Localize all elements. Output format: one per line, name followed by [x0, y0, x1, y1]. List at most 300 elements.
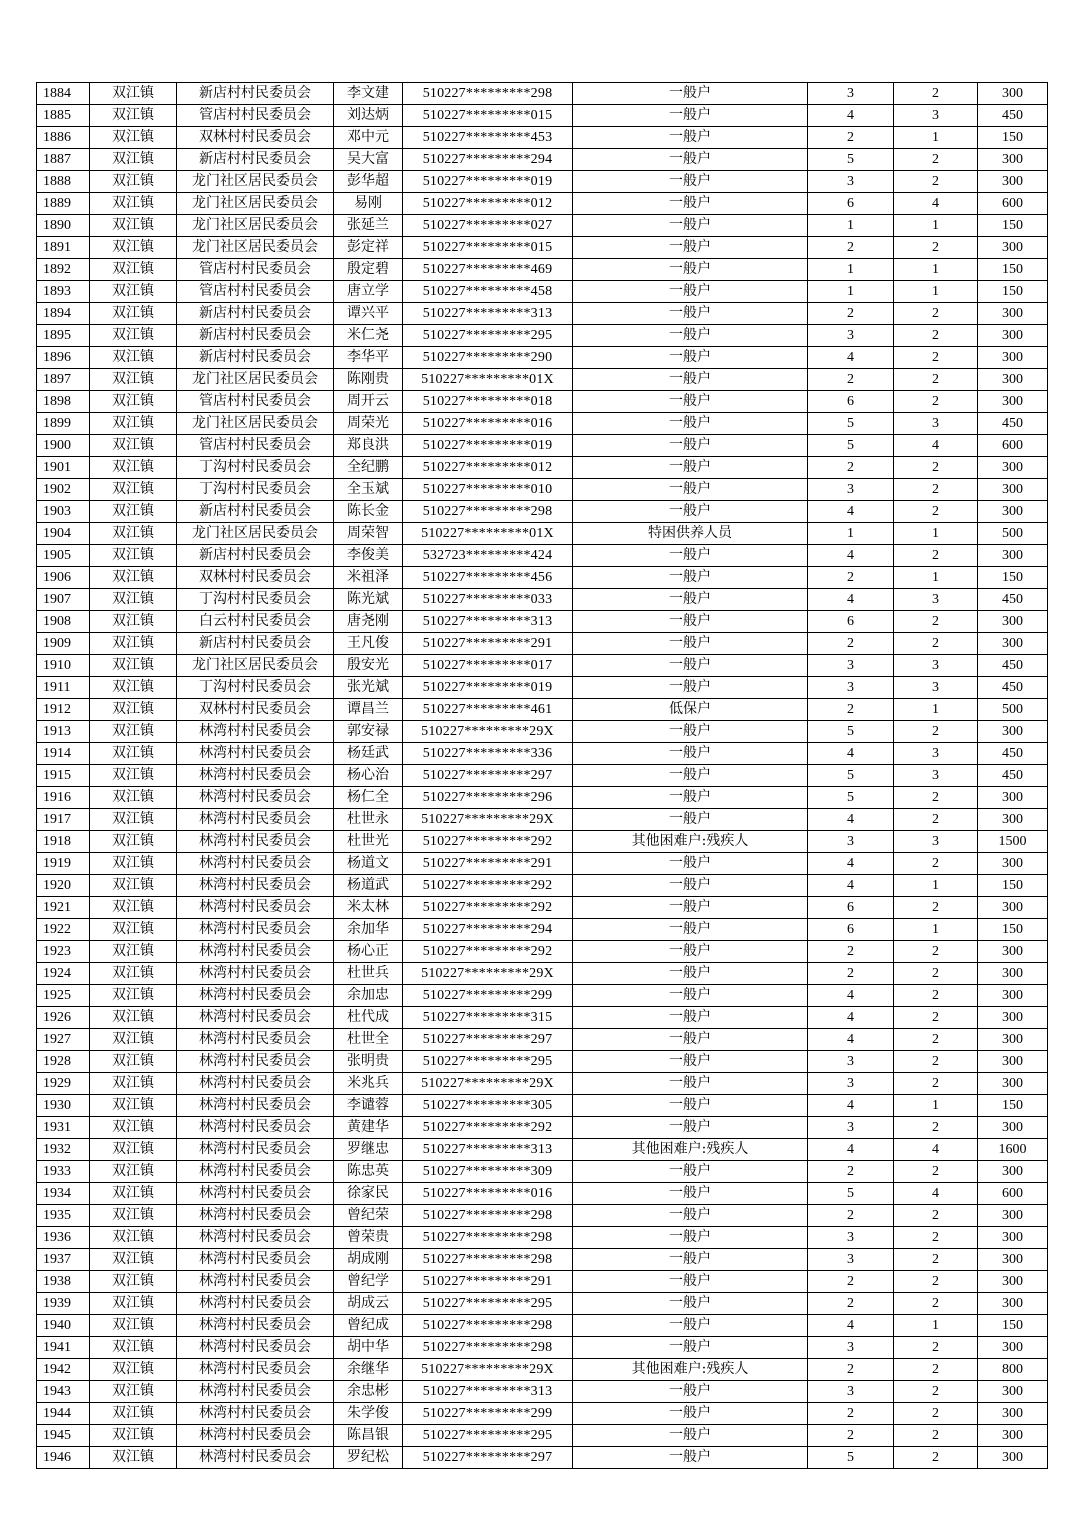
id-number-cell: 510227*********298	[403, 83, 573, 105]
table-row	[37, 1249, 1048, 1271]
household-type-cell: 一般户	[573, 1337, 808, 1359]
committee-cell: 林湾村村民委员会	[177, 1315, 334, 1337]
committee-cell: 双林村村民委员会	[177, 127, 334, 149]
beneficiary-count-cell: 2	[894, 1425, 978, 1447]
beneficiary-count-cell: 1	[894, 215, 978, 237]
amount-cell: 300	[978, 941, 1048, 963]
town-cell: 双江镇	[90, 633, 177, 655]
beneficiary-count-cell: 3	[894, 655, 978, 677]
row-number: 1884	[37, 83, 90, 105]
household-type-cell: 一般户	[573, 347, 808, 369]
committee-cell: 林湾村村民委员会	[177, 1095, 334, 1117]
table-row	[37, 281, 1048, 303]
committee-cell: 林湾村村民委员会	[177, 1227, 334, 1249]
beneficiary-count-cell: 2	[894, 897, 978, 919]
table-row	[37, 1205, 1048, 1227]
name-cell: 余继华	[334, 1359, 403, 1381]
amount-cell: 300	[978, 237, 1048, 259]
household-size-cell: 1	[808, 523, 894, 545]
amount-cell: 300	[978, 963, 1048, 985]
household-size-cell: 2	[808, 237, 894, 259]
table-body	[37, 83, 1048, 1469]
committee-cell: 丁沟村村民委员会	[177, 479, 334, 501]
name-cell: 全纪鹏	[334, 457, 403, 479]
row-number: 1921	[37, 897, 90, 919]
id-number-cell: 510227*********291	[403, 1271, 573, 1293]
household-size-cell: 4	[808, 1139, 894, 1161]
row-number: 1940	[37, 1315, 90, 1337]
household-type-cell: 一般户	[573, 369, 808, 391]
household-size-cell: 2	[808, 127, 894, 149]
committee-cell: 龙门社区居民委员会	[177, 193, 334, 215]
household-type-cell: 一般户	[573, 501, 808, 523]
household-size-cell: 2	[808, 303, 894, 325]
beneficiary-count-cell: 3	[894, 831, 978, 853]
beneficiary-count-cell: 2	[894, 1271, 978, 1293]
town-cell: 双江镇	[90, 1315, 177, 1337]
committee-cell: 林湾村村民委员会	[177, 743, 334, 765]
amount-cell: 300	[978, 347, 1048, 369]
committee-cell: 新店村村民委员会	[177, 545, 334, 567]
row-number: 1889	[37, 193, 90, 215]
committee-cell: 管店村村民委员会	[177, 259, 334, 281]
beneficiary-count-cell: 2	[894, 149, 978, 171]
table-row	[37, 787, 1048, 809]
id-number-cell: 510227*********453	[403, 127, 573, 149]
table-row	[37, 1139, 1048, 1161]
committee-cell: 林湾村村民委员会	[177, 1007, 334, 1029]
row-number: 1908	[37, 611, 90, 633]
beneficiary-count-cell: 2	[894, 545, 978, 567]
household-size-cell: 2	[808, 699, 894, 721]
id-number-cell: 510227*********296	[403, 787, 573, 809]
beneficiary-count-cell: 2	[894, 1249, 978, 1271]
row-number: 1934	[37, 1183, 90, 1205]
household-type-cell: 一般户	[573, 193, 808, 215]
town-cell: 双江镇	[90, 809, 177, 831]
id-number-cell: 510227*********297	[403, 765, 573, 787]
row-number: 1887	[37, 149, 90, 171]
row-number: 1945	[37, 1425, 90, 1447]
town-cell: 双江镇	[90, 303, 177, 325]
household-size-cell: 4	[808, 1007, 894, 1029]
committee-cell: 林湾村村民委员会	[177, 1117, 334, 1139]
household-size-cell: 6	[808, 897, 894, 919]
table-row	[37, 545, 1048, 567]
row-number: 1919	[37, 853, 90, 875]
household-size-cell: 5	[808, 721, 894, 743]
town-cell: 双江镇	[90, 215, 177, 237]
id-number-cell: 510227*********29X	[403, 721, 573, 743]
amount-cell: 300	[978, 1403, 1048, 1425]
household-size-cell: 6	[808, 611, 894, 633]
id-number-cell: 510227*********015	[403, 237, 573, 259]
row-number: 1897	[37, 369, 90, 391]
committee-cell: 林湾村村民委员会	[177, 1381, 334, 1403]
name-cell: 陈昌银	[334, 1425, 403, 1447]
id-number-cell: 510227*********019	[403, 677, 573, 699]
id-number-cell: 510227*********313	[403, 611, 573, 633]
id-number-cell: 510227*********01X	[403, 369, 573, 391]
id-number-cell: 510227*********291	[403, 633, 573, 655]
name-cell: 周荣智	[334, 523, 403, 545]
household-size-cell: 2	[808, 1271, 894, 1293]
household-type-cell: 一般户	[573, 941, 808, 963]
table-row	[37, 567, 1048, 589]
household-type-cell: 一般户	[573, 589, 808, 611]
beneficiary-count-cell: 1	[894, 281, 978, 303]
name-cell: 杨仁全	[334, 787, 403, 809]
row-number: 1927	[37, 1029, 90, 1051]
amount-cell: 300	[978, 501, 1048, 523]
table-row	[37, 523, 1048, 545]
beneficiary-count-cell: 2	[894, 325, 978, 347]
town-cell: 双江镇	[90, 1205, 177, 1227]
beneficiary-count-cell: 2	[894, 83, 978, 105]
amount-cell: 450	[978, 677, 1048, 699]
committee-cell: 林湾村村民委员会	[177, 1161, 334, 1183]
household-size-cell: 2	[808, 941, 894, 963]
committee-cell: 林湾村村民委员会	[177, 1447, 334, 1469]
household-type-cell: 一般户	[573, 83, 808, 105]
id-number-cell: 510227*********012	[403, 193, 573, 215]
id-number-cell: 510227*********336	[403, 743, 573, 765]
table-row	[37, 1227, 1048, 1249]
table-row	[37, 303, 1048, 325]
committee-cell: 林湾村村民委员会	[177, 875, 334, 897]
beneficiary-count-cell: 2	[894, 611, 978, 633]
table-row	[37, 897, 1048, 919]
town-cell: 双江镇	[90, 347, 177, 369]
committee-cell: 林湾村村民委员会	[177, 1139, 334, 1161]
amount-cell: 800	[978, 1359, 1048, 1381]
household-type-cell: 一般户	[573, 897, 808, 919]
row-number: 1892	[37, 259, 90, 281]
name-cell: 黄建华	[334, 1117, 403, 1139]
household-size-cell: 5	[808, 435, 894, 457]
town-cell: 双江镇	[90, 83, 177, 105]
row-number: 1899	[37, 413, 90, 435]
row-number: 1888	[37, 171, 90, 193]
household-size-cell: 1	[808, 215, 894, 237]
id-number-cell: 510227*********290	[403, 347, 573, 369]
beneficiary-count-cell: 2	[894, 1447, 978, 1469]
beneficiary-count-cell: 2	[894, 1359, 978, 1381]
table-row	[37, 1095, 1048, 1117]
id-number-cell: 510227*********299	[403, 1403, 573, 1425]
town-cell: 双江镇	[90, 1447, 177, 1469]
committee-cell: 林湾村村民委员会	[177, 831, 334, 853]
beneficiary-count-cell: 2	[894, 1227, 978, 1249]
amount-cell: 300	[978, 1293, 1048, 1315]
household-type-cell: 一般户	[573, 1293, 808, 1315]
amount-cell: 500	[978, 699, 1048, 721]
id-number-cell: 510227*********299	[403, 985, 573, 1007]
household-size-cell: 3	[808, 1337, 894, 1359]
committee-cell: 管店村村民委员会	[177, 281, 334, 303]
id-number-cell: 510227*********297	[403, 1447, 573, 1469]
table-row	[37, 765, 1048, 787]
row-number: 1924	[37, 963, 90, 985]
committee-cell: 龙门社区居民委员会	[177, 413, 334, 435]
name-cell: 唐立学	[334, 281, 403, 303]
name-cell: 邓中元	[334, 127, 403, 149]
amount-cell: 300	[978, 633, 1048, 655]
amount-cell: 150	[978, 1315, 1048, 1337]
table-row	[37, 809, 1048, 831]
household-size-cell: 6	[808, 391, 894, 413]
household-size-cell: 4	[808, 105, 894, 127]
amount-cell: 300	[978, 1337, 1048, 1359]
household-size-cell: 3	[808, 677, 894, 699]
household-type-cell: 一般户	[573, 985, 808, 1007]
row-number: 1891	[37, 237, 90, 259]
row-number: 1916	[37, 787, 90, 809]
town-cell: 双江镇	[90, 743, 177, 765]
town-cell: 双江镇	[90, 171, 177, 193]
row-number: 1902	[37, 479, 90, 501]
town-cell: 双江镇	[90, 1117, 177, 1139]
table-row	[37, 721, 1048, 743]
beneficiary-count-cell: 3	[894, 413, 978, 435]
beneficiary-count-cell: 3	[894, 105, 978, 127]
beneficiary-count-cell: 4	[894, 1183, 978, 1205]
household-type-cell: 一般户	[573, 413, 808, 435]
committee-cell: 林湾村村民委员会	[177, 897, 334, 919]
amount-cell: 300	[978, 1073, 1048, 1095]
row-number: 1911	[37, 677, 90, 699]
name-cell: 杨道文	[334, 853, 403, 875]
beneficiary-count-cell: 2	[894, 853, 978, 875]
name-cell: 张延兰	[334, 215, 403, 237]
beneficiary-count-cell: 1	[894, 1095, 978, 1117]
amount-cell: 300	[978, 787, 1048, 809]
amount-cell: 300	[978, 611, 1048, 633]
row-number: 1943	[37, 1381, 90, 1403]
table-row	[37, 1073, 1048, 1095]
household-size-cell: 4	[808, 1095, 894, 1117]
name-cell: 刘达炳	[334, 105, 403, 127]
table-row	[37, 633, 1048, 655]
beneficiary-count-cell: 2	[894, 721, 978, 743]
committee-cell: 双林村村民委员会	[177, 699, 334, 721]
household-size-cell: 2	[808, 457, 894, 479]
amount-cell: 300	[978, 391, 1048, 413]
name-cell: 张明贵	[334, 1051, 403, 1073]
household-type-cell: 一般户	[573, 633, 808, 655]
town-cell: 双江镇	[90, 1029, 177, 1051]
household-size-cell: 3	[808, 1381, 894, 1403]
amount-cell: 300	[978, 721, 1048, 743]
id-number-cell: 510227*********292	[403, 875, 573, 897]
committee-cell: 丁沟村村民委员会	[177, 589, 334, 611]
household-type-cell: 其他困难户:残疾人	[573, 831, 808, 853]
household-type-cell: 低保户	[573, 699, 808, 721]
table-row	[37, 1007, 1048, 1029]
name-cell: 李谴蓉	[334, 1095, 403, 1117]
household-type-cell: 一般户	[573, 611, 808, 633]
town-cell: 双江镇	[90, 941, 177, 963]
name-cell: 胡成云	[334, 1293, 403, 1315]
id-number-cell: 510227*********015	[403, 105, 573, 127]
household-type-cell: 一般户	[573, 567, 808, 589]
amount-cell: 150	[978, 281, 1048, 303]
committee-cell: 丁沟村村民委员会	[177, 457, 334, 479]
household-size-cell: 5	[808, 1183, 894, 1205]
name-cell: 罗纪松	[334, 1447, 403, 1469]
name-cell: 殷安光	[334, 655, 403, 677]
committee-cell: 管店村村民委员会	[177, 105, 334, 127]
row-number: 1928	[37, 1051, 90, 1073]
amount-cell: 150	[978, 567, 1048, 589]
household-type-cell: 一般户	[573, 237, 808, 259]
amount-cell: 300	[978, 369, 1048, 391]
table-row	[37, 369, 1048, 391]
household-type-cell: 一般户	[573, 215, 808, 237]
table-row	[37, 655, 1048, 677]
row-number: 1917	[37, 809, 90, 831]
amount-cell: 300	[978, 545, 1048, 567]
town-cell: 双江镇	[90, 105, 177, 127]
row-number: 1910	[37, 655, 90, 677]
household-type-cell: 一般户	[573, 919, 808, 941]
amount-cell: 150	[978, 127, 1048, 149]
committee-cell: 林湾村村民委员会	[177, 1403, 334, 1425]
town-cell: 双江镇	[90, 391, 177, 413]
amount-cell: 300	[978, 149, 1048, 171]
town-cell: 双江镇	[90, 1183, 177, 1205]
committee-cell: 林湾村村民委员会	[177, 919, 334, 941]
id-number-cell: 510227*********294	[403, 919, 573, 941]
household-type-cell: 一般户	[573, 743, 808, 765]
row-number: 1907	[37, 589, 90, 611]
household-size-cell: 3	[808, 325, 894, 347]
household-size-cell: 3	[808, 1073, 894, 1095]
household-type-cell: 一般户	[573, 1117, 808, 1139]
amount-cell: 300	[978, 1029, 1048, 1051]
household-type-cell: 一般户	[573, 963, 808, 985]
amount-cell: 300	[978, 171, 1048, 193]
name-cell: 周开云	[334, 391, 403, 413]
committee-cell: 林湾村村民委员会	[177, 1359, 334, 1381]
town-cell: 双江镇	[90, 369, 177, 391]
committee-cell: 新店村村民委员会	[177, 83, 334, 105]
beneficiary-count-cell: 4	[894, 435, 978, 457]
town-cell: 双江镇	[90, 1051, 177, 1073]
id-number-cell: 510227*********01X	[403, 523, 573, 545]
beneficiary-count-cell: 4	[894, 193, 978, 215]
name-cell: 彭定祥	[334, 237, 403, 259]
row-number: 1946	[37, 1447, 90, 1469]
row-number: 1890	[37, 215, 90, 237]
table-row	[37, 677, 1048, 699]
amount-cell: 300	[978, 1161, 1048, 1183]
row-number: 1932	[37, 1139, 90, 1161]
town-cell: 双江镇	[90, 1381, 177, 1403]
amount-cell: 450	[978, 589, 1048, 611]
amount-cell: 450	[978, 105, 1048, 127]
row-number: 1923	[37, 941, 90, 963]
amount-cell: 300	[978, 1227, 1048, 1249]
household-size-cell: 2	[808, 1403, 894, 1425]
committee-cell: 林湾村村民委员会	[177, 1293, 334, 1315]
amount-cell: 300	[978, 1381, 1048, 1403]
town-cell: 双江镇	[90, 1161, 177, 1183]
household-size-cell: 3	[808, 831, 894, 853]
id-number-cell: 510227*********033	[403, 589, 573, 611]
id-number-cell: 510227*********29X	[403, 1359, 573, 1381]
beneficiary-count-cell: 2	[894, 941, 978, 963]
beneficiary-count-cell: 3	[894, 589, 978, 611]
table-row	[37, 1161, 1048, 1183]
committee-cell: 新店村村民委员会	[177, 633, 334, 655]
beneficiary-count-cell: 3	[894, 677, 978, 699]
amount-cell: 150	[978, 875, 1048, 897]
beneficiary-count-cell: 2	[894, 171, 978, 193]
town-cell: 双江镇	[90, 787, 177, 809]
row-number: 1936	[37, 1227, 90, 1249]
household-size-cell: 2	[808, 963, 894, 985]
town-cell: 双江镇	[90, 127, 177, 149]
name-cell: 陈长金	[334, 501, 403, 523]
id-number-cell: 510227*********295	[403, 1293, 573, 1315]
name-cell: 陈忠英	[334, 1161, 403, 1183]
household-size-cell: 1	[808, 281, 894, 303]
committee-cell: 林湾村村民委员会	[177, 985, 334, 1007]
name-cell: 张光斌	[334, 677, 403, 699]
id-number-cell: 510227*********019	[403, 171, 573, 193]
amount-cell: 300	[978, 1447, 1048, 1469]
beneficiary-count-cell: 2	[894, 1117, 978, 1139]
name-cell: 彭华超	[334, 171, 403, 193]
committee-cell: 林湾村村民委员会	[177, 787, 334, 809]
beneficiary-count-cell: 2	[894, 457, 978, 479]
committee-cell: 林湾村村民委员会	[177, 853, 334, 875]
table-row	[37, 875, 1048, 897]
amount-cell: 600	[978, 435, 1048, 457]
town-cell: 双江镇	[90, 677, 177, 699]
id-number-cell: 510227*********291	[403, 853, 573, 875]
beneficiary-count-cell: 2	[894, 237, 978, 259]
row-number: 1896	[37, 347, 90, 369]
name-cell: 米仁尧	[334, 325, 403, 347]
household-type-cell: 一般户	[573, 787, 808, 809]
row-number: 1939	[37, 1293, 90, 1315]
committee-cell: 新店村村民委员会	[177, 303, 334, 325]
committee-cell: 林湾村村民委员会	[177, 963, 334, 985]
row-number: 1942	[37, 1359, 90, 1381]
amount-cell: 300	[978, 897, 1048, 919]
id-number-cell: 510227*********019	[403, 435, 573, 457]
town-cell: 双江镇	[90, 1007, 177, 1029]
town-cell: 双江镇	[90, 501, 177, 523]
row-number: 1933	[37, 1161, 90, 1183]
household-size-cell: 4	[808, 853, 894, 875]
amount-cell: 300	[978, 1425, 1048, 1447]
household-type-cell: 一般户	[573, 303, 808, 325]
id-number-cell: 510227*********298	[403, 1205, 573, 1227]
household-size-cell: 3	[808, 479, 894, 501]
amount-cell: 300	[978, 303, 1048, 325]
row-number: 1886	[37, 127, 90, 149]
committee-cell: 丁沟村村民委员会	[177, 677, 334, 699]
amount-cell: 450	[978, 413, 1048, 435]
household-type-cell: 一般户	[573, 1315, 808, 1337]
name-cell: 李华平	[334, 347, 403, 369]
table-row	[37, 105, 1048, 127]
id-number-cell: 510227*********456	[403, 567, 573, 589]
town-cell: 双江镇	[90, 193, 177, 215]
